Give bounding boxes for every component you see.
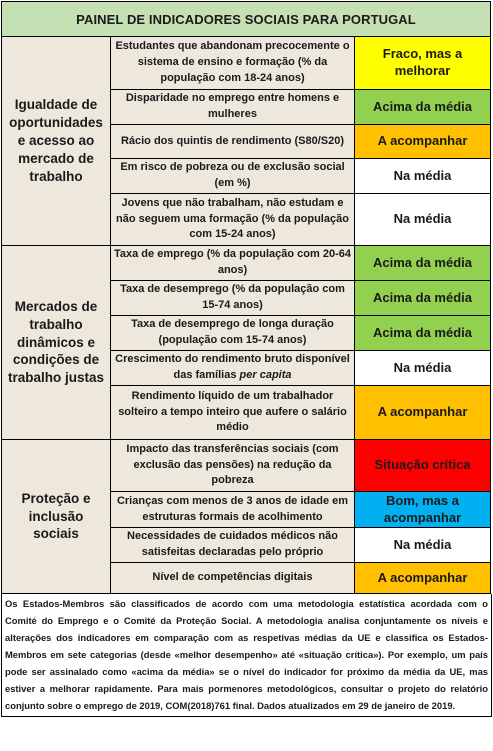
- status-badge: Na média: [355, 351, 491, 386]
- indicator-label: Crianças com menos de 3 anos de idade em estruturas formais de acolhimento: [111, 492, 355, 528]
- status-badge: Situação crítica: [355, 440, 491, 492]
- scoreboard-table: [1, 1, 491, 594]
- group-label: Proteção e inclusão sociais: [2, 440, 111, 594]
- status-badge: Na média: [355, 528, 491, 563]
- indicator-label: Nível de competências digitais: [111, 563, 355, 594]
- indicator-emphasis: per capita: [239, 369, 292, 381]
- indicator-label: Rácio dos quintis de rendimento (S80/S20): [111, 125, 355, 159]
- indicator-label: [111, 351, 355, 386]
- indicator-label: Taxa de emprego (% da população com 20-64 anos): [111, 246, 355, 281]
- status-badge: Acima da média: [355, 281, 491, 316]
- indicator-label: Taxa de desemprego (% da população com 15-74 anos): [111, 281, 355, 316]
- indicator-label: Jovens que não trabalham, não estudam e não seguem uma formação (% da população com 15-24 anos): [111, 194, 355, 246]
- methodology-note: Os Estados-Membros são classificados de acordo com uma metodologia estatística acordada com o Comité do Emprego e o Comité da Proteção Social. A metodologia analisa conjuntamente os níveis e alterações dos indicadores em comparação com as respetivas médias da UE e classifica os Estados-Membros em sete categorias (desde «melhor desempenho» até «situação crítica»). Por exemplo, um país pode ser assinalado como «acima da média» se o nível do indicador for próximo da média da UE, mas estiver a melhorar rapidamente. Para mais pormenores metodológicos, consultar o projeto do relatório conjunto sobre o emprego de 2019, COM(2018)761 final. Dados atualizados em 29 de janeiro de 2019.: [1, 594, 492, 717]
- indicator-label: Necessidades de cuidados médicos não satisfeitas declaradas pelo próprio: [111, 528, 355, 563]
- status-badge: Acima da média: [355, 90, 491, 125]
- indicator-label: Rendimento líquido de um trabalhador solteiro a tempo inteiro que aufere o salário médio: [111, 386, 355, 440]
- page-title: PAINEL DE INDICADORES SOCIAIS PARA PORTUGAL: [2, 2, 491, 37]
- indicator-label: Impacto das transferências sociais (com exclusão das pensões) na redução da pobreza: [111, 440, 355, 492]
- table-row: [2, 37, 491, 90]
- status-badge: A acompanhar: [355, 563, 491, 594]
- indicator-text: Crescimento do rendimento bruto disponível das famílias: [115, 353, 350, 381]
- indicator-label: Disparidade no emprego entre homens e mulheres: [111, 90, 355, 125]
- status-badge: Na média: [355, 159, 491, 194]
- status-badge: Na média: [355, 194, 491, 246]
- group-label: Igualdade de oportunidades e acesso ao mercado de trabalho: [2, 37, 111, 246]
- status-badge: Bom, mas a acompanhar: [355, 492, 491, 528]
- status-badge: A acompanhar: [355, 386, 491, 440]
- status-badge: A acompanhar: [355, 125, 491, 159]
- indicator-label: Estudantes que abandonam precocemente o sistema de ensino e formação (% da população com 18-24 anos): [111, 37, 355, 90]
- indicator-label: Em risco de pobreza ou de exclusão social (em %): [111, 159, 355, 194]
- status-badge: Acima da média: [355, 246, 491, 281]
- status-badge: Acima da média: [355, 316, 491, 351]
- group-label: Mercados de trabalho dinâmicos e condições de trabalho justas: [2, 246, 111, 440]
- title-row: [2, 2, 491, 37]
- status-badge: Fraco, mas a melhorar: [355, 37, 491, 90]
- indicator-label: Taxa de desemprego de longa duração (população com 15-74 anos): [111, 316, 355, 351]
- table-row: [2, 246, 491, 281]
- social-scoreboard: [1, 1, 490, 717]
- table-row: [2, 440, 491, 492]
